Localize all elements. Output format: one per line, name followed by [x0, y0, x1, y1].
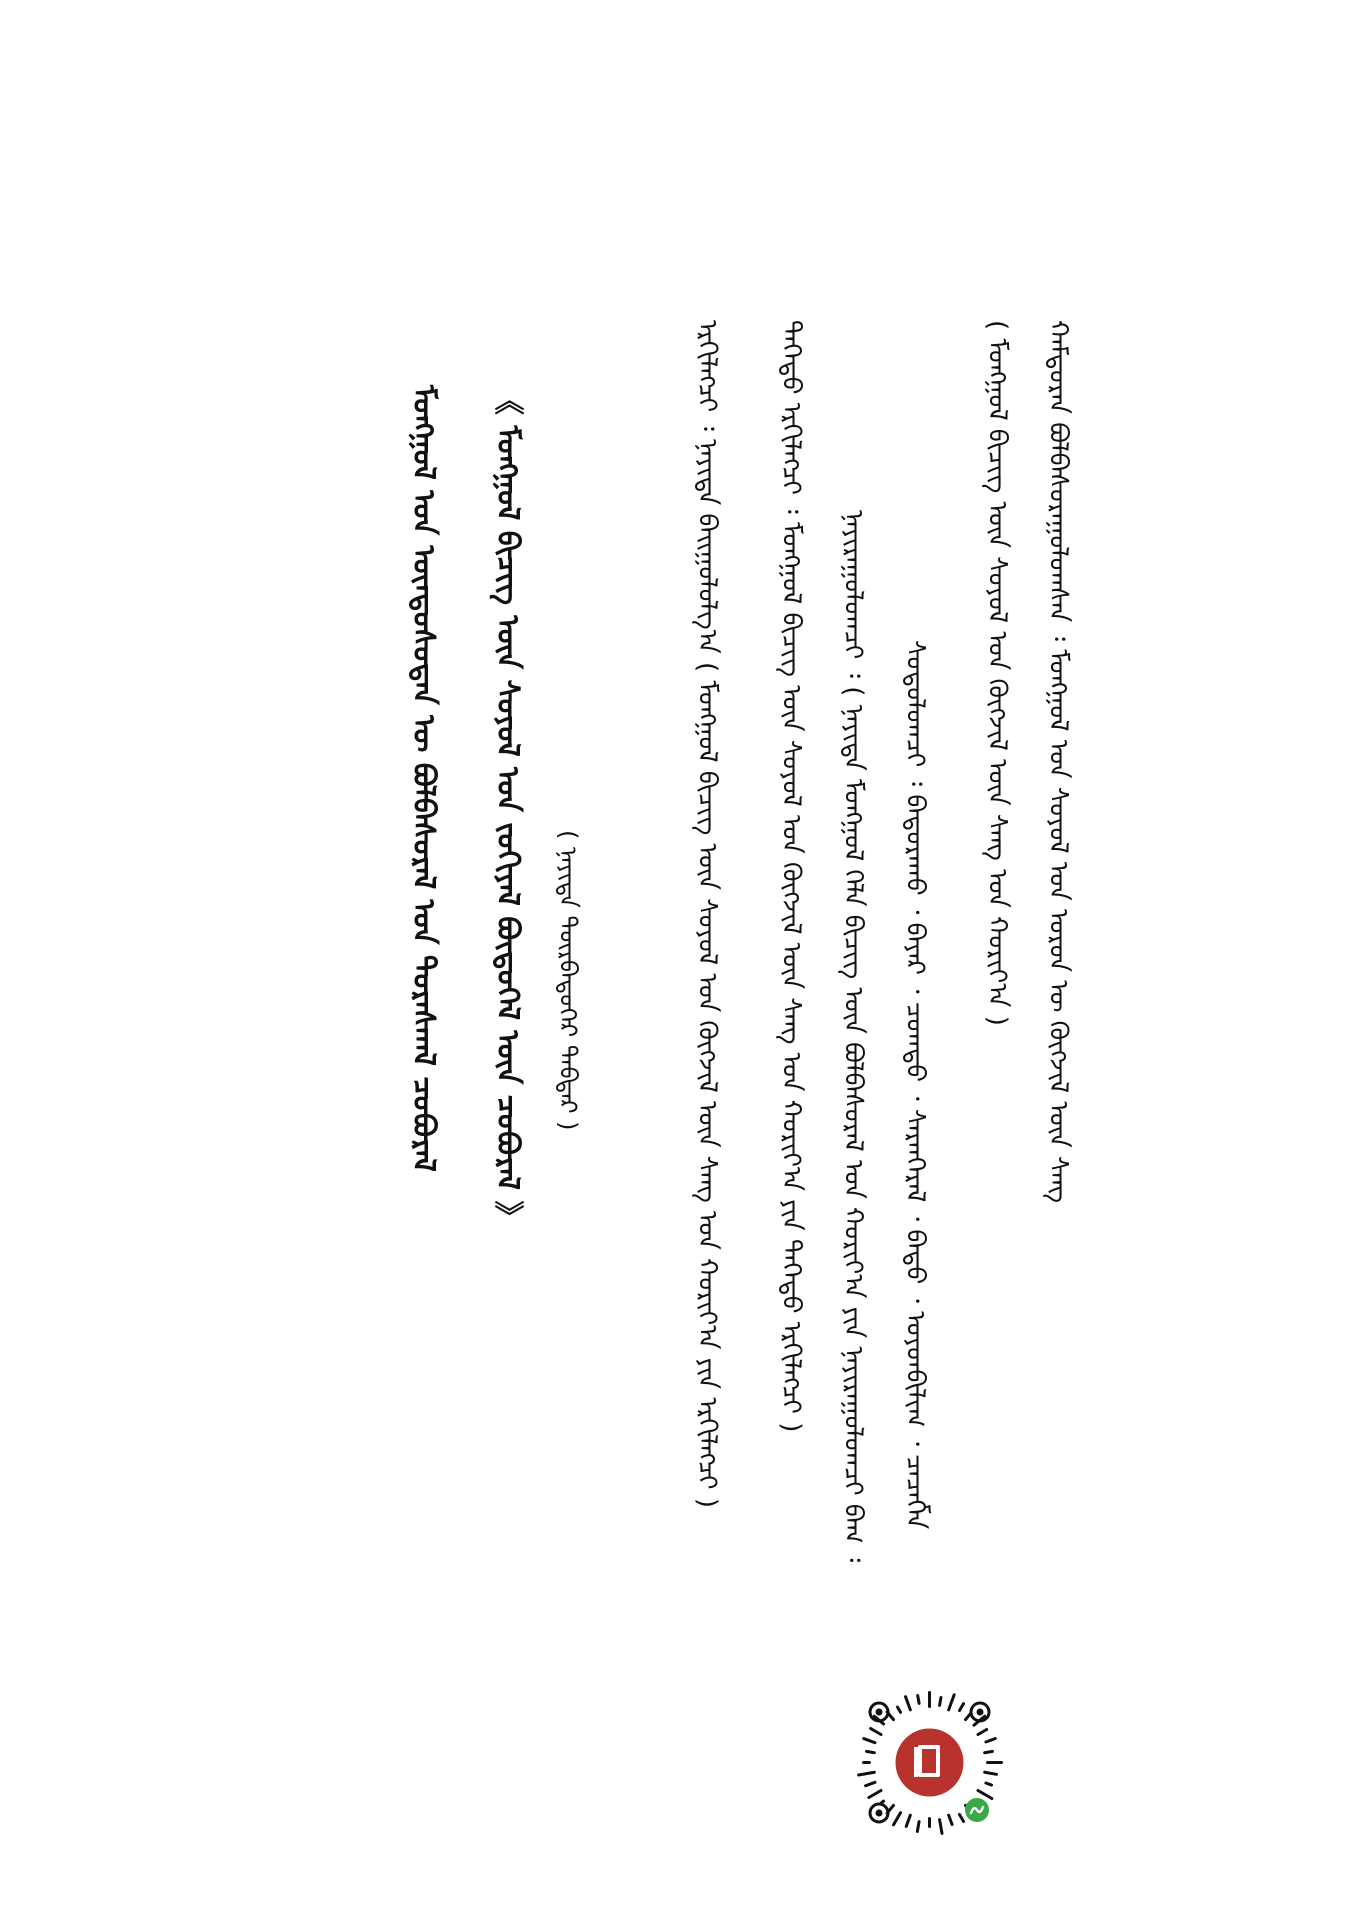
credit-line-organization: ( ᠮᠣᠩᠭᠣᠯ ᠪᠢᠴᠢᠭ ᠦᠨ ᠰᠣᠶᠤᠯ ᠤᠨ ᠬᠥᠭᠵᠢᠯ ᠦᠨ ᠰᠠᠩ ᠤᠨ ᠬᠣᠷᠢᠶ᠎ᠠ )	[982, 320, 1012, 1026]
credit-line-co-publisher: ᠬᠠᠮᠲᠤᠷᠠᠨ ᠪᠣᠯᠪᠠᠰᠤᠷᠠᠭᠤᠯᠤᠭᠰᠠᠨ ᠄ ᠮᠣᠩᠭᠣᠯ ᠤᠨ ᠰᠣᠶᠤᠯ ᠤᠨ ᠣᠷᠣᠨ ᠦ ᠬᠥᠭᠵᠢᠯ ᠦᠨ ᠰᠠᠩ	[1043, 320, 1073, 1204]
credit-line-compiler: ᠨᠠᠶᠢᠷᠠᠭᠤᠯᠤᠭᠴᠢ ᠄ ( ᠨᠡᠶᠢᠲᠡ ᠮᠣᠩᠭᠣᠯ ᠬᠡᠯᠡ ᠪᠢᠴᠢᠭ ᠦᠨ ᠪᠣᠯᠪᠠᠰᠤᠷᠠᠯ ᠤᠨ ᠬᠣᠷᠢᠶ᠎ᠠ ᠶᠢᠨ ᠨᠠᠶᠢᠷᠠᠭᠤᠯᠤᠭᠴᠢ ᠪᠠᠭ ᠄	[838, 510, 868, 1563]
mini-program-code-icon	[852, 1685, 1007, 1840]
title-note: ( ᠨᠡᠶᠢᠲᠡ ᠳᠦᠷᠪᠡᠳᠦᠭᠡᠷ ᠳᠡᠪᠲᠡᠷ )	[554, 830, 582, 1131]
credit-line-deputy-editor: ᠳᠡᠭᠡᠳᠦ ᠡᠷᠬᠢᠯᠡᠭᠴᠢ ᠄ ᠮᠣᠩᠭᠣᠯ ᠪᠢᠴᠢᠭ ᠦᠨ ᠰᠣᠶᠤᠯ ᠤᠨ ᠬᠥᠭᠵᠢᠯ ᠦᠨ ᠰᠠᠩ ᠤᠨ ᠬᠣᠷᠢᠶ᠎ᠠ ᠶᠢᠨ ᠳᠡᠭᠡᠳᠦ ᠡᠷᠬᠢᠯᠡᠭᠴᠢ )	[776, 320, 806, 1433]
title-column-1: ᠮᠣᠩᠭᠣᠯ ᠤᠨ ᠦᠨᠳᠦᠰᠦᠲᠡᠨ ᠦ ᠪᠣᠯᠪᠠᠰᠤᠷᠠᠯ ᠤᠨ ᠳᠤᠷᠠᠰᠬᠠᠯ ᠴᠤᠪᠤᠷᠠᠯ	[406, 385, 441, 1172]
credit-line-editors: ᠰᠣᠳᠤᠯᠤᠭᠴᠢ ᠄ ᠪᠠᠳᠤᠷᠠᠬᠤ ᠂ ᠪᠠᠶᠠᠷ ᠂ ᠴᠣᠭᠲᠤ ᠂ ᠰᠠᠷᠠᠨᠭᠡᠷᠡᠯ ᠂ ᠪᠠᠲᠤ ᠂ ᠣᠶᠤᠨᠪᠢᠯᠢᠭ ᠂ ᠴᠡᠴᠡᠭᠮᠠ	[900, 640, 930, 1530]
title-column-2: 《 ᠮᠣᠩᠭᠣᠯ ᠪᠢᠴᠢᠭ ᠦᠨ ᠰᠣᠶᠤᠯ ᠤᠨ ᠵᠣᠬᠢᠶᠠᠯ ᠪᠦᠲᠦᠭᠡᠯ ᠦᠨ ᠴᠤᠪᠤᠷᠠᠯ 》	[490, 385, 525, 1231]
credit-line-chief-editor: ᠡᠷᠬᠢᠯᠡᠭᠴᠢ ᠄ ᠨᠡᠶᠢᠲᠡ ᠪᠠᠢᠭᠤᠯᠤᠯᠭ᠎ᠠ ( ᠮᠣᠩᠭᠣᠯ ᠪᠢᠴᠢᠭ ᠦᠨ ᠰᠣᠶᠤᠯ ᠤᠨ ᠬᠥᠭᠵᠢᠯ ᠦᠨ ᠰᠠᠩ ᠤᠨ ᠬᠣᠷᠢᠶ᠎ᠠ ᠶᠢᠨ ᠡᠷᠬᠢᠯᠡᠭᠴᠢ )	[692, 320, 722, 1508]
